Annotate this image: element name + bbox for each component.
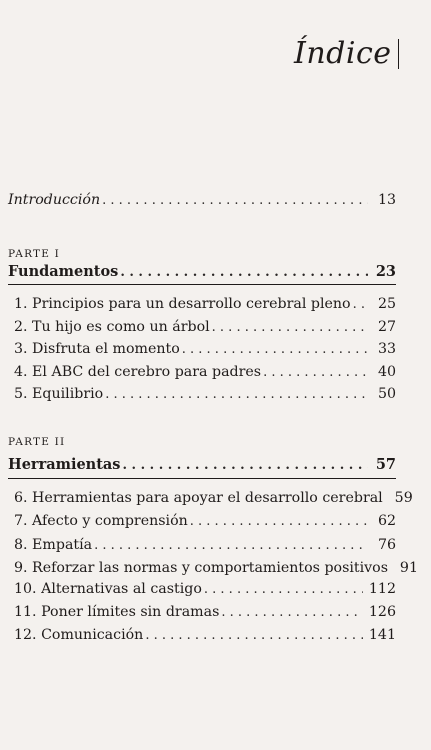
- part-label-2: PARTE II: [8, 436, 66, 448]
- toc-entry-label: Introducción: [8, 192, 101, 208]
- toc-entry-page: 126: [368, 604, 396, 620]
- toc-entry-label: Fundamentos: [8, 263, 119, 280]
- leader-dots: [353, 297, 368, 312]
- toc-entry-page: 91: [399, 560, 418, 576]
- toc-entry-label: 3. Disfruta el momento: [14, 341, 180, 357]
- toc-entry[interactable]: [14, 490, 413, 506]
- toc-entry[interactable]: [14, 319, 396, 335]
- section-rule: [8, 478, 396, 479]
- leader-dots: [120, 265, 368, 280]
- toc-entry-page: 62: [377, 513, 396, 529]
- toc-entry-page: 57: [375, 456, 396, 473]
- toc-entry-page: 40: [377, 364, 396, 380]
- section-rule: [8, 284, 396, 285]
- leader-dots: [182, 342, 368, 357]
- toc-entry-page: 27: [377, 319, 396, 335]
- toc-entry[interactable]: [14, 513, 396, 529]
- toc-entry[interactable]: [14, 296, 396, 312]
- toc-entry-page: 13: [377, 192, 396, 208]
- toc-entry-page: 33: [377, 341, 396, 357]
- toc-entry-label: 1. Principios para un desarrollo cerebral pleno: [14, 296, 351, 312]
- toc-entry-label: 6. Herramientas para apoyar el desarrollo cerebral: [14, 490, 383, 506]
- title-bar: [398, 39, 400, 69]
- leader-dots: [145, 628, 363, 643]
- leader-dots: [102, 193, 368, 208]
- toc-heading-fundamentos[interactable]: [8, 263, 396, 280]
- leader-dots: [190, 514, 368, 529]
- toc-entry-page: 50: [377, 386, 396, 402]
- leader-dots: [212, 320, 368, 335]
- toc-entry-page: 25: [377, 296, 396, 312]
- toc-entry-page: 112: [368, 581, 396, 597]
- toc-entry-label: 5. Equilibrio: [14, 386, 104, 402]
- leader-dots: [263, 365, 368, 380]
- page-title: Índice: [294, 36, 399, 71]
- toc-entry-label: 8. Empatía: [14, 537, 93, 553]
- toc-entry[interactable]: [14, 604, 396, 620]
- toc-entry-label: 7. Afecto y comprensión: [14, 513, 188, 529]
- toc-entry-page: 59: [394, 490, 413, 506]
- leader-dots: [221, 605, 363, 620]
- part-label-1: PARTE I: [8, 248, 60, 260]
- toc-entry[interactable]: [14, 386, 396, 402]
- toc-entry-page: 141: [368, 627, 396, 643]
- toc-entry-intro[interactable]: [8, 192, 396, 208]
- toc-entry-label: 2. Tu hijo es como un árbol: [14, 319, 210, 335]
- toc-entry[interactable]: [14, 560, 418, 576]
- leader-dots: [105, 387, 368, 402]
- leader-dots: [94, 538, 368, 553]
- toc-entry[interactable]: [14, 364, 396, 380]
- toc-entry[interactable]: [14, 627, 396, 643]
- toc-entry[interactable]: [14, 537, 396, 553]
- toc-entry[interactable]: [14, 341, 396, 357]
- toc-entry-label: 10. Alternativas al castigo: [14, 581, 202, 597]
- toc-entry-page: 23: [375, 263, 396, 280]
- toc-entry-label: 11. Poner límites sin dramas: [14, 604, 220, 620]
- toc-entry-label: Herramientas: [8, 456, 121, 473]
- leader-dots: [122, 458, 368, 473]
- leader-dots: [204, 582, 363, 597]
- toc-entry-page: 76: [377, 537, 396, 553]
- toc-entry[interactable]: [14, 581, 396, 597]
- toc-entry-label: 4. El ABC del cerebro para padres: [14, 364, 262, 380]
- toc-entry-label: 9. Reforzar las normas y comportamientos positivos: [14, 560, 388, 576]
- toc-heading-herramientas[interactable]: [8, 456, 396, 473]
- toc-entry-label: 12. Comunicación: [14, 627, 144, 643]
